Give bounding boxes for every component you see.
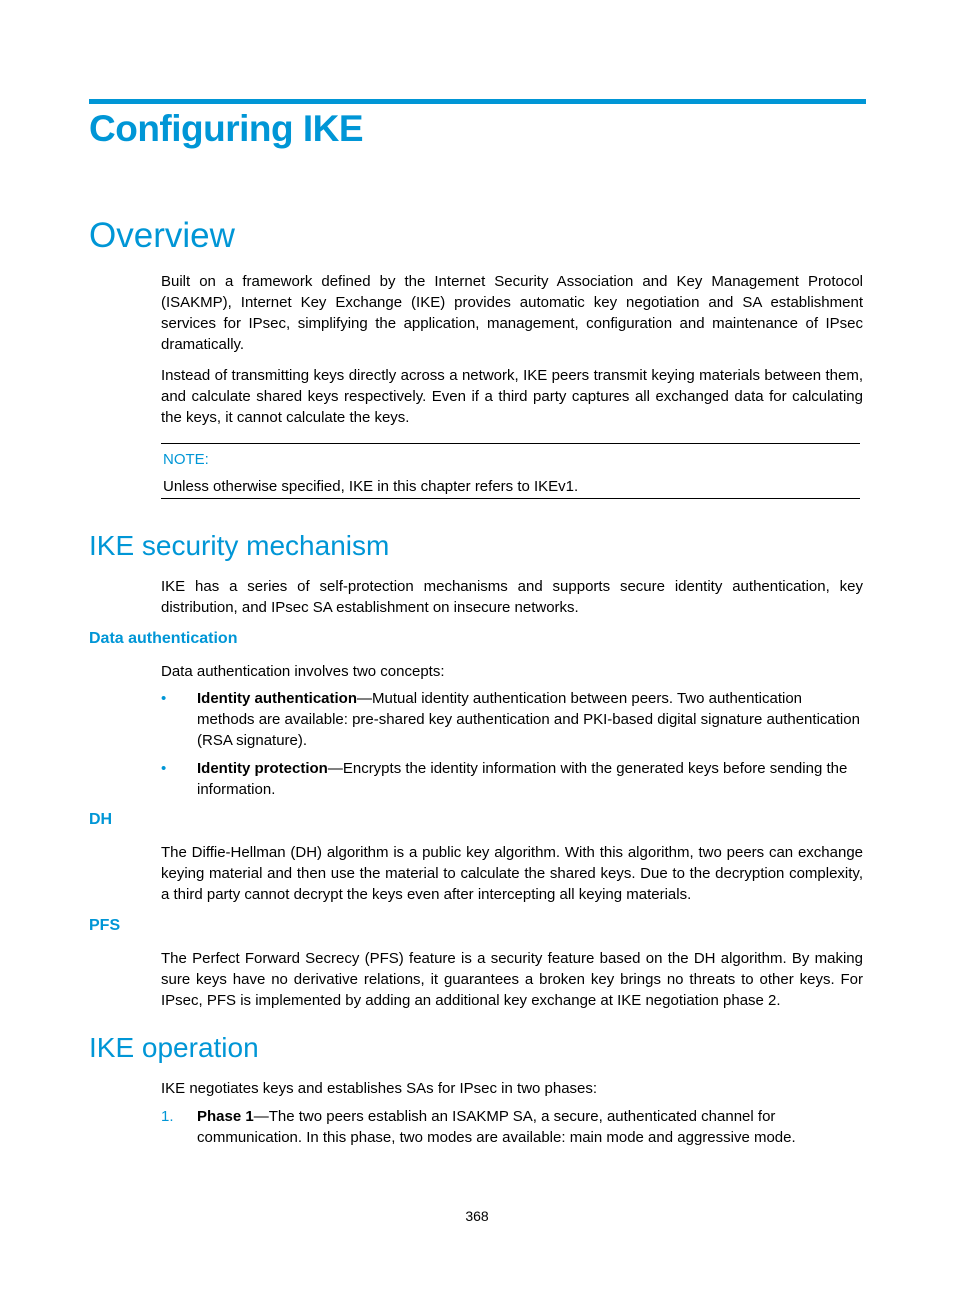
list-item-term: Identity authentication: [197, 690, 358, 707]
overview-heading: Overview: [89, 216, 235, 255]
note-text: Unless otherwise specified, IKE in this chapter refers to IKEv1.: [163, 478, 579, 495]
overview-para-1: Built on a framework defined by the Internet Security Association and Key Management Protocol (ISAKMP), Internet Key Exchange (IKE) provides automatic key negotiation and SA establishment services for IPsec, simplifying the application, management, configuration and maintenance of IPsec dramatically.: [161, 273, 863, 353]
note-top-rule: [161, 443, 860, 444]
data-auth-intro: Data authentication involves two concepts:: [161, 663, 445, 680]
list-item-text: [197, 1106, 863, 1148]
step-number: 1.: [161, 1108, 174, 1125]
operation-intro: IKE negotiates keys and establishes SAs for IPsec in two phases:: [161, 1080, 598, 1097]
list-item-desc: —Encrypts the identity information with the generated keys before sending the information.: [197, 760, 848, 798]
list-item-term: Phase 1: [197, 1108, 254, 1125]
overview-para-2: Instead of transmitting keys directly across a network, IKE peers transmit keying materials between them, and calculate shared keys respectively. Even if a third party captures all exchanged data for calculating the keys, it cannot calculate the keys.: [161, 367, 863, 426]
note-label: NOTE:: [163, 451, 209, 468]
list-item-desc: —The two peers establish an ISAKMP SA, a secure, authenticated channel for communication. In this phase, two modes are available: main mode and aggressive mode.: [197, 1108, 796, 1146]
page-number: 368: [465, 1208, 489, 1224]
chapter-title: Configuring IKE: [89, 108, 364, 149]
bullet-icon: •: [161, 690, 167, 707]
list-item-term: Identity protection: [197, 760, 328, 777]
security-heading: IKE security mechanism: [89, 530, 390, 561]
list-item-desc: —Mutual identity authentication between peers. Two authentication methods are available: pre-shared key authentication and PKI-based digital signature authentication (RSA signature).: [197, 690, 860, 749]
list-item-text: [197, 688, 863, 751]
pfs-para: The Perfect Forward Secrecy (PFS) feature is a security feature based on the DH algorithm. By making sure keys have no derivative relations, it guarantees a broken key brings no threats to other keys. For IPsec, PFS is implemented by adding an additional key exchange at IKE negotiation phase 2.: [161, 950, 863, 1009]
pfs-heading: PFS: [89, 917, 121, 934]
bullet-icon: •: [161, 760, 167, 777]
list-item-text: [197, 758, 863, 800]
dh-heading: DH: [89, 811, 113, 828]
chapter-rule: [89, 99, 866, 104]
security-para: IKE has a series of self-protection mechanisms and supports secure identity authentication, key distribution, and IPsec SA establishment on insecure networks.: [161, 578, 863, 616]
note-bottom-rule: [161, 498, 860, 499]
operation-heading: IKE operation: [89, 1032, 259, 1063]
dh-para: The Diffie-Hellman (DH) algorithm is a public key algorithm. With this algorithm, two peers can exchange keying material and then use the material to calculate the shared keys. Due to the decryption complexity, a third party cannot decrypt the keys even after intercepting all keying materials.: [161, 844, 863, 903]
data-auth-heading: Data authentication: [89, 630, 238, 647]
